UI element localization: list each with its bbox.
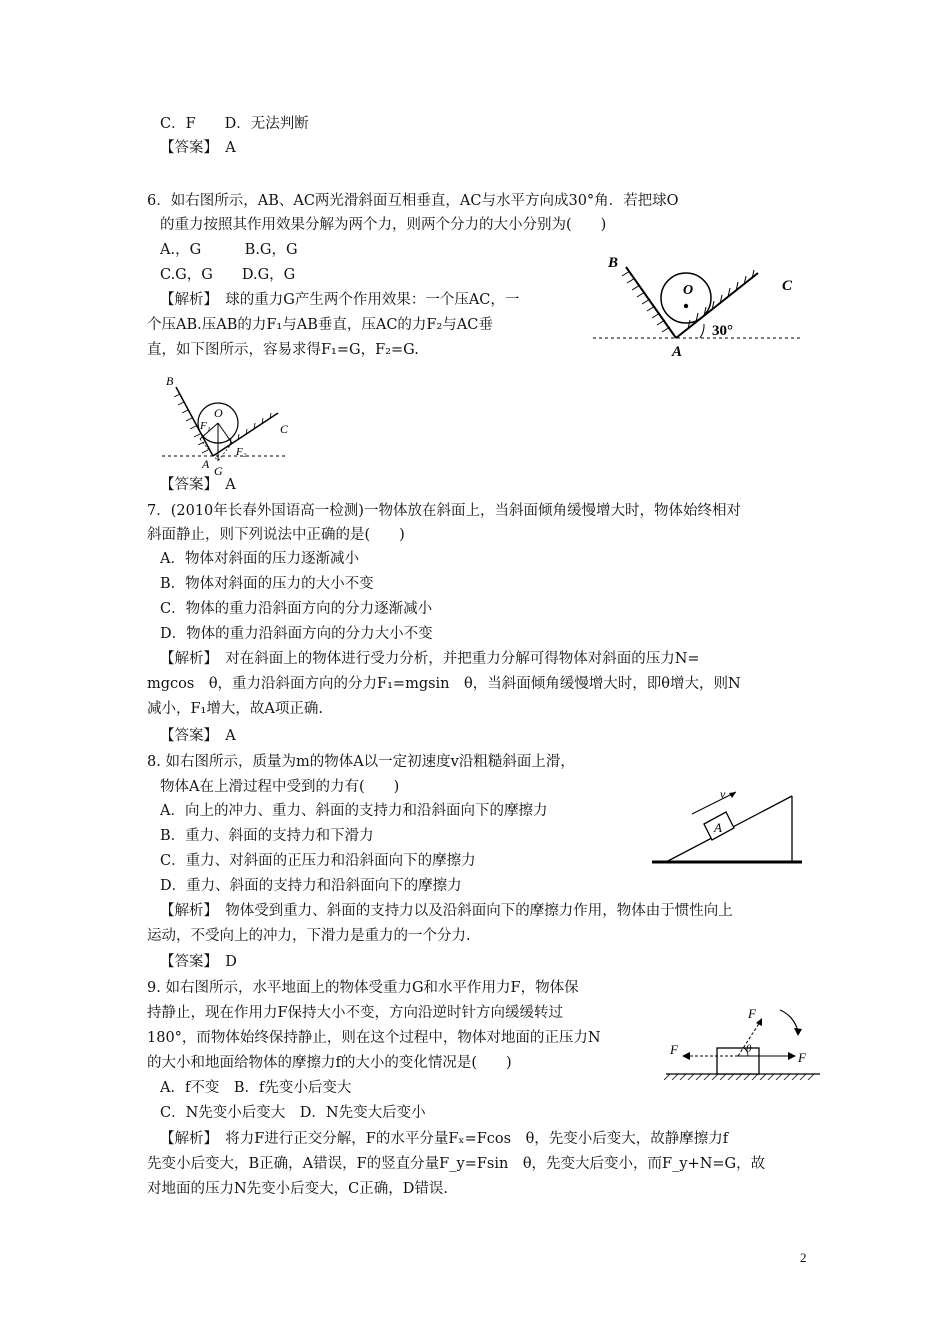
text-line: 180°，而物体始终保持静止，则在这个过程中，物体对地面的正压力N — [147, 1030, 601, 1046]
text-line: 6．如右图所示，AB、AC两光滑斜面互相垂直，AC与水平方向成30°角．若把球O — [147, 193, 679, 209]
text-line: 【解析】 将力F进行正交分解，F的水平分量Fₓ=Fcos θ，先变小后变大，故静摩擦力f — [160, 1131, 729, 1147]
text-line: 【解析】 球的重力G产生两个作用效果：一个压AC，一 — [160, 292, 520, 308]
text-line: A．向上的冲力、重力、斜面的支持力和沿斜面向下的摩擦力 — [160, 803, 548, 819]
text-line: A．f不变 B．f先变小后变大 — [160, 1080, 352, 1096]
label-o: O — [683, 283, 694, 298]
text-line: B．物体对斜面的压力的大小不变 — [160, 576, 374, 592]
page-number: 2 — [800, 1250, 807, 1265]
figure-q6-inclines — [588, 245, 808, 360]
text-line: 持静止，现在作用力F保持大小不变，方向沿逆时针方向缓缓转过 — [147, 1005, 564, 1021]
label-f-left: F — [670, 1042, 678, 1057]
label-b: B — [166, 374, 174, 388]
text-line: C．F D．无法判断 — [160, 116, 309, 132]
label-f-right: F — [798, 1050, 806, 1065]
label-g: G — [214, 464, 223, 478]
text-line: 9. 如右图所示，水平地面上的物体受重力G和水平作用力F，物体保 — [147, 980, 579, 996]
label-theta: θ — [746, 1043, 752, 1055]
text-line: A.，G B.G，G — [160, 242, 298, 258]
label-v: v — [720, 787, 726, 801]
text-line: 个压AB.压AB的力F₁与AB垂直，压AC的力F₂与AC垂 — [147, 317, 493, 333]
text-line: 8. 如右图所示，质量为m的物体A以一定初速度v沿粗糙斜面上滑， — [147, 754, 575, 770]
text-line: B．重力、斜面的支持力和下滑力 — [160, 828, 374, 844]
figure-q9-block-force — [664, 1004, 826, 1084]
text-line: 减小，F₁增大，故A项正确. — [147, 701, 323, 717]
text-line: 【答案】 D — [160, 954, 237, 970]
text-line: 【答案】 A — [160, 140, 236, 156]
text-line: 7．(2010年长春外国语高一检测)一物体放在斜面上，当斜面倾角缓慢增大时，物体始终相对 — [147, 503, 741, 519]
label-angle: 30° — [712, 323, 733, 339]
label-a: A — [672, 344, 683, 360]
figure-q6-force-decomposition — [160, 373, 290, 478]
figure-q8-incline-block — [648, 786, 808, 866]
text-line: 【答案】 A — [160, 477, 236, 493]
text-line: D．物体的重力沿斜面方向的分力大小不变 — [160, 626, 433, 642]
text-line: C．物体的重力沿斜面方向的分力逐渐减小 — [160, 601, 433, 617]
text-line: mgcos θ，重力沿斜面方向的分力F₁=mgsin θ，当斜面倾角缓慢增大时，即θ增大，则N — [147, 676, 741, 692]
text-line: 【解析】 物体受到重力、斜面的支持力以及沿斜面向下的摩擦力作用，物体由于惯性向上 — [160, 903, 733, 919]
label-a: A — [202, 457, 210, 471]
text-line: C.G，G D.G，G — [160, 267, 296, 283]
text-line: 先变小后变大，B正确，A错误，F的竖直分量F_y=Fsin θ，先变大后变小，而F_y+N=G，故 — [147, 1156, 766, 1172]
text-line: 对地面的压力N先变小后变大，C正确，D错误. — [147, 1181, 449, 1197]
label-f2: F₂ — [236, 446, 247, 458]
label-c: C — [280, 422, 289, 436]
label-o: O — [214, 406, 223, 420]
text-line: C．N先变小后变大 D．N先变大后变小 — [160, 1105, 426, 1121]
text-line: 直，如下图所示，容易求得F₁=G，F₂=G. — [147, 342, 419, 358]
text-line: A．物体对斜面的压力逐渐减小 — [160, 551, 359, 567]
label-f-top: F — [748, 1006, 756, 1021]
text-line: 【解析】 对在斜面上的物体进行受力分析，并把重力分解可得物体对斜面的压力N= — [160, 651, 700, 667]
text-line: 物体A在上滑过程中受到的力有( ) — [160, 779, 400, 795]
text-line: 的大小和地面给物体的摩擦力f的大小的变化情况是( ) — [147, 1055, 512, 1071]
label-b: B — [608, 255, 619, 271]
text-line: 运动，不受向上的冲力，下滑力是重力的一个分力. — [147, 928, 471, 944]
text-line: C．重力、对斜面的正压力和沿斜面向下的摩擦力 — [160, 853, 476, 869]
label-c: C — [782, 278, 793, 294]
text-line: D．重力、斜面的支持力和沿斜面向下的摩擦力 — [160, 878, 462, 894]
text-line: 斜面静止，则下列说法中正确的是( ) — [147, 527, 405, 543]
text-line: 的重力按照其作用效果分解为两个力，则两个分力的大小分别为( ) — [160, 217, 607, 233]
label-f1: F₁ — [200, 420, 211, 432]
label-a: A — [714, 820, 722, 835]
text-line: 【答案】 A — [160, 728, 236, 744]
